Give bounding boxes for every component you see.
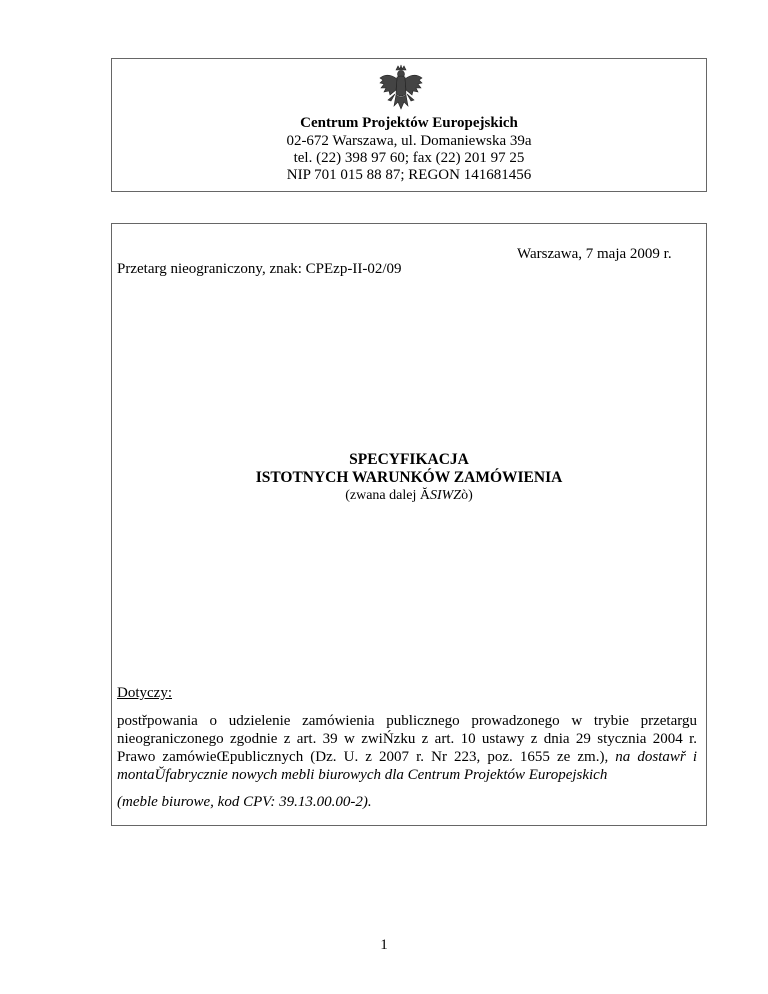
cpv-note: (meble biurowe, kod CPV: 39.13.00.00-2). [117, 794, 372, 810]
organization-address: 02-672 Warszawa, ul. Domaniewska 39a [286, 133, 532, 149]
concerns-label: Dotyczy: [117, 685, 172, 701]
concerns-body: postřpowania o udzielenie zamówienia publicznego prowadzonego w trybie przetargu nieograniczonego zgodnie z art. 39 w zwiŃzku z art. 10 ustawy z dnia 29 stycznia 2004 r. Prawo zamówieŒpublicznych (Dz. U. z 2007 r. Nr 223, poz. 1655 ze zm.), na dostawř i montaŬfabrycznie nowych mebli biurowych dla Centrum Projektów Europejskich [117, 713, 697, 783]
document-title-line1: SPECYFIKACJA [349, 451, 469, 468]
place-date: Warszawa, 7 maja 2009 r. [517, 246, 672, 262]
page-number: 1 [380, 937, 388, 953]
polish-eagle-emblem-icon [378, 64, 424, 114]
organization-contact: tel. (22) 398 97 60; fax (22) 201 97 25 [293, 150, 525, 166]
tender-reference: Przetarg nieograniczony, znak: CPEzp-II-02/09 [117, 261, 402, 277]
organization-name: Centrum Projektów Europejskich [300, 115, 518, 131]
document-title-line2: ISTOTNYCH WARUNKÓW ZAMÓWIENIA [255, 469, 563, 486]
organization-ids: NIP 701 015 88 87; REGON 141681456 [286, 167, 532, 183]
document-subtitle: (zwana dalej ĂSIWZò) [345, 488, 473, 503]
